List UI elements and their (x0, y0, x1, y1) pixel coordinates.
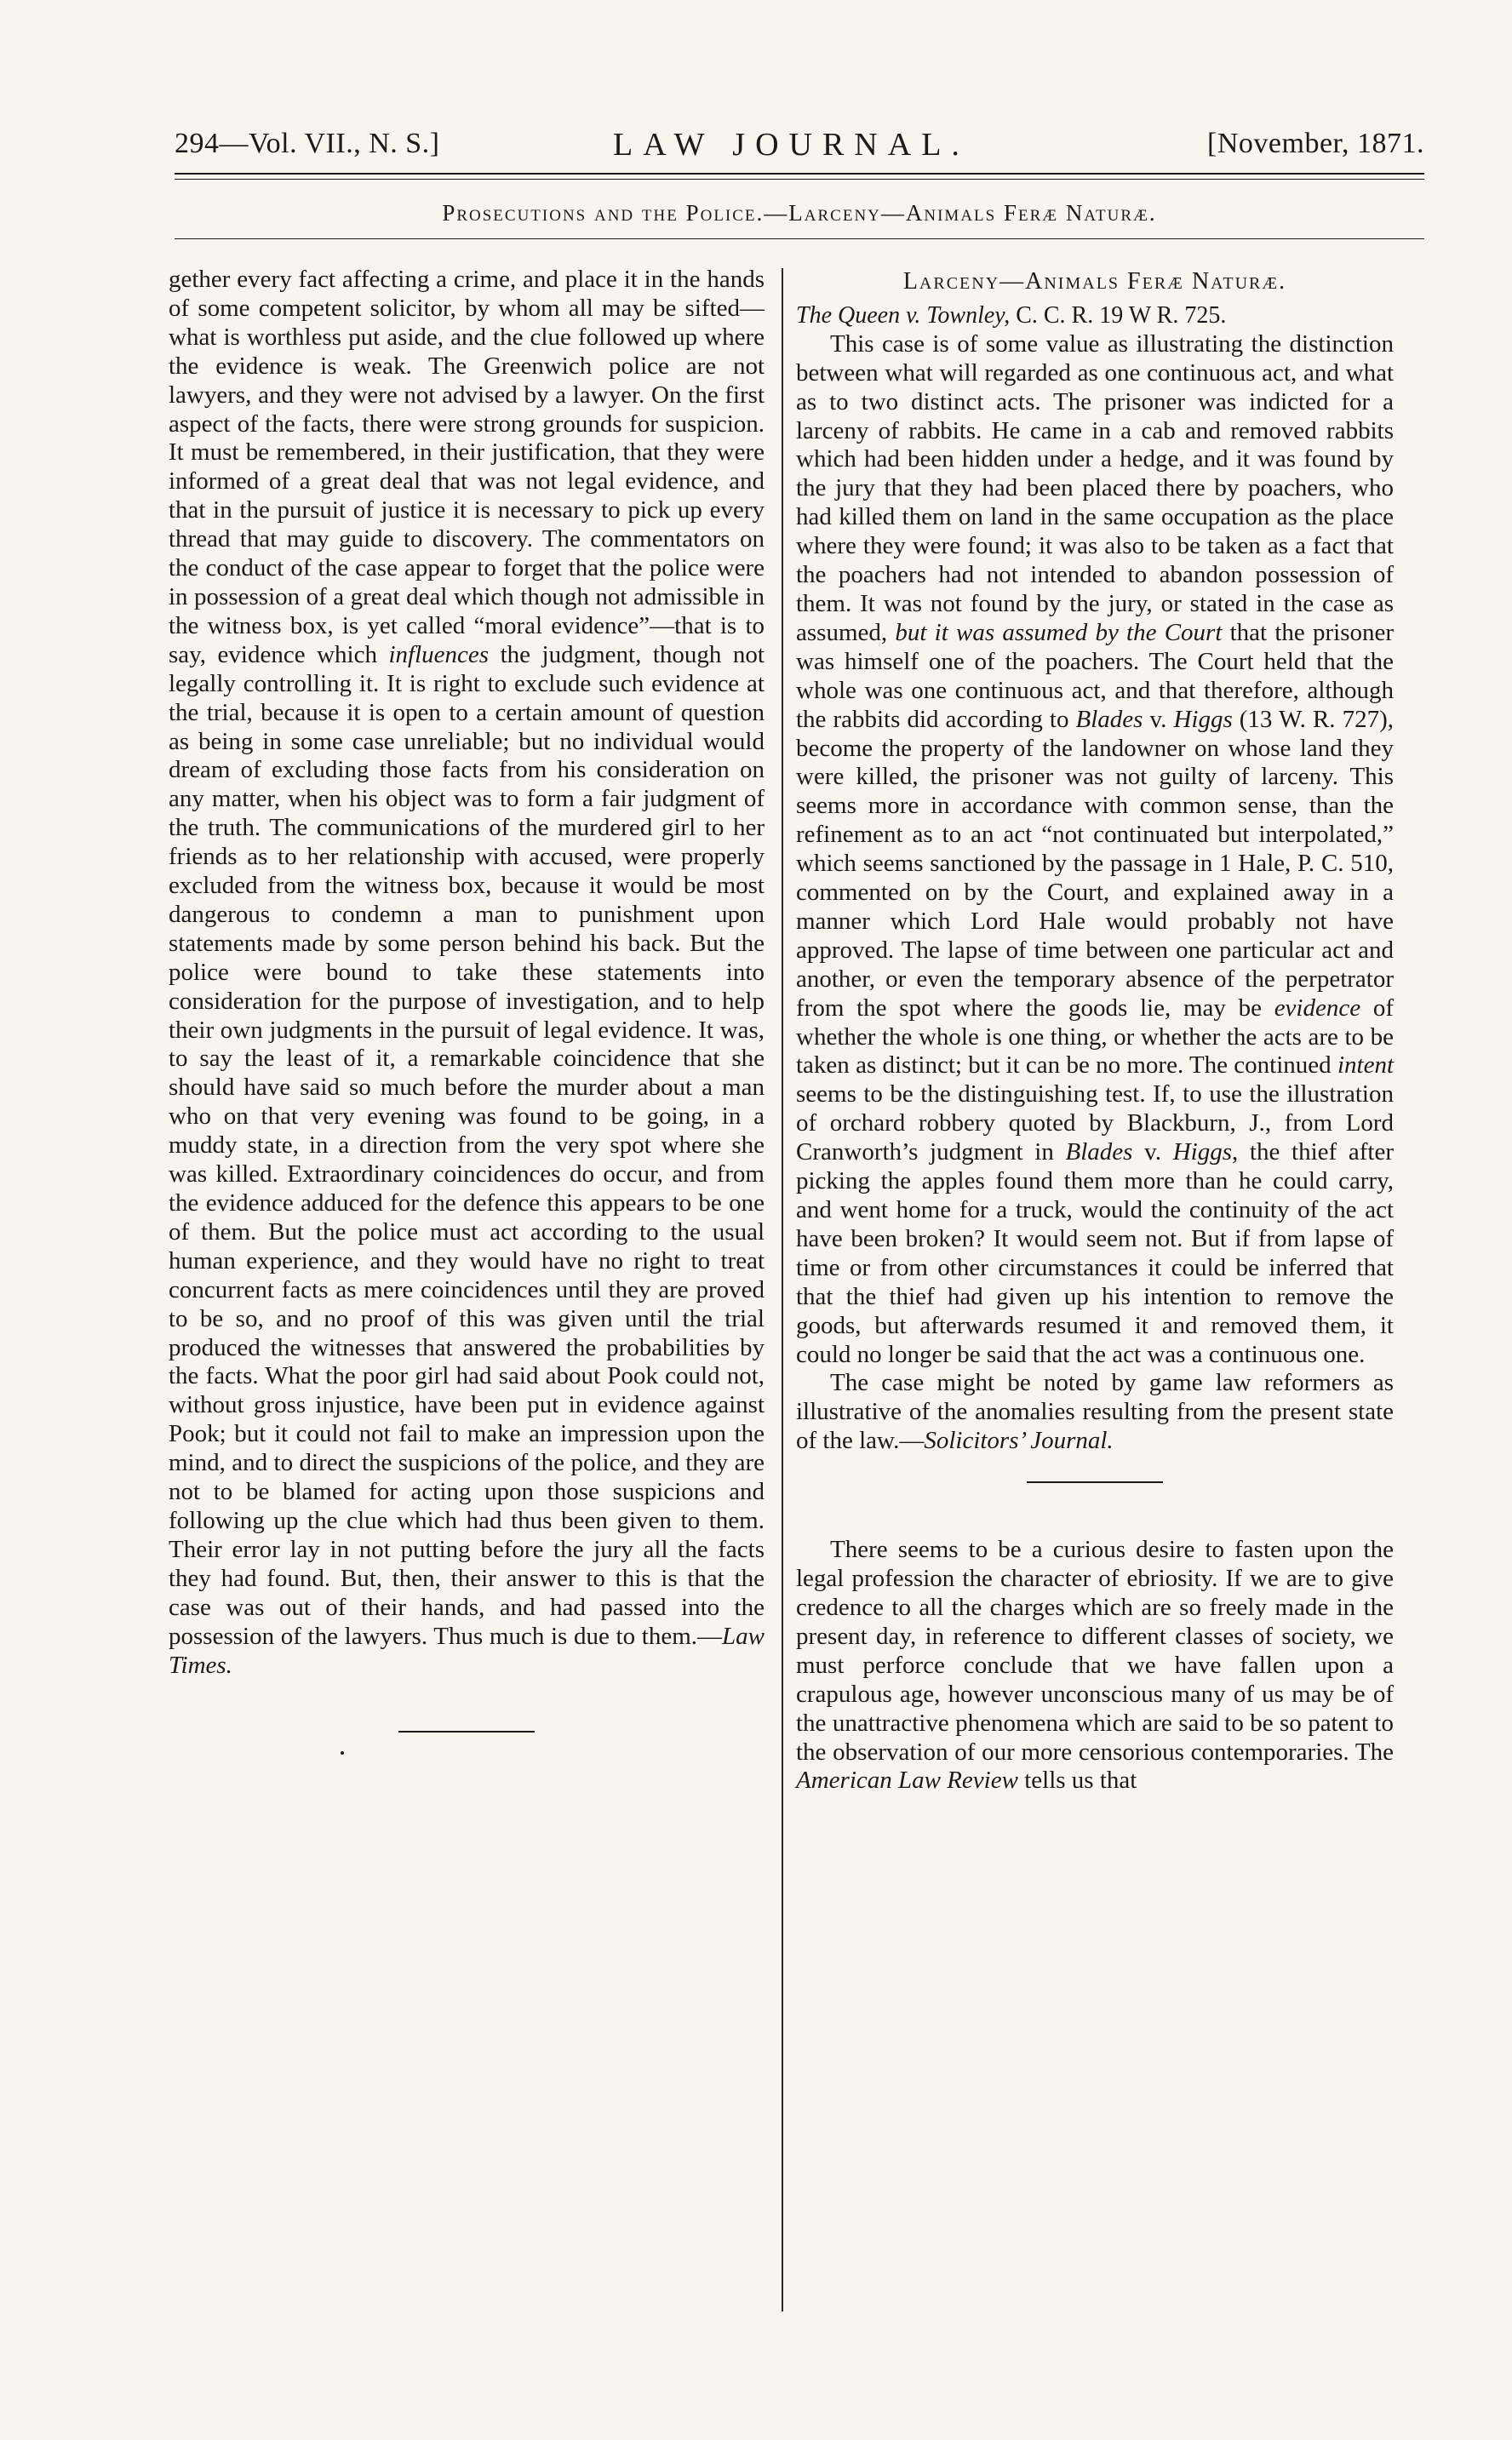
section-title: Prosecutions and the Police.—Larceny—Animals Feræ Naturæ. (442, 200, 1157, 226)
column-divider (782, 268, 783, 2311)
left-column (169, 266, 765, 1755)
issue-date: [November, 1871. (1207, 128, 1424, 159)
source-attribution: Solicitors’ Journal. (924, 1427, 1114, 1455)
right-column (796, 266, 1394, 1796)
volume-label: 294—Vol. VII., N. S.] (175, 128, 440, 159)
case-citation: The Queen v. Townley, C. C. R. 19 W R. 725. (796, 301, 1227, 329)
source-attribution: Law Times. (169, 1622, 765, 1679)
left-paragraph: gether every fact affecting a crime, and place it in the hands of some competent solicitor, by whom all may be sifted—what is worthless put aside, and the clue followed up where the evidence is weak. The Greenwich police are not lawyers, and they were not advised by a lawyer. On the first aspect of the facts, there were strong grounds for suspicion. It must be remembered, in their justification, that they were informed of a great deal that was not legal evidence, and that in the pursuit of justice it is necessary to pick up every thread that may guide to discovery. The commentators on the conduct of the case appear to forget that the police were in possession of a great deal which though not admissible in the witness box, is yet called “moral evidence”—that is to say, evidence which influences the judgment, though not legally controlling it. It is right to exclude such evidence at the trial, because it is open to a certain amount of question as being in some case unreliable; but no individual would dream of excluding those facts from his consideration on any matter, when his object was to form a fair judgment of the truth. The communications of the murdered girl to her friends as to her relationship with accused, were properly excluded from the witness box, because it would be most dangerous to condemn a man to punishment upon statements made by some person behind his back. But the police were bound to take these statements into consideration for the purpose of investigation, and to help their own judgments in the pursuit of legal evidence. It was, to say the least of it, a remarkable coincidence that she should have said so much before the murder about a man who on that very evening was found to be going, in a muddy state, in a direction from the very spot where she was killed. Extraordinary coincidences do occur, and from the evidence adduced for the defence this appears to be one of them. But the police must act according to the usual human experience, and they would have no right to treat concurrent facts as mere coincidences until they are proved to be so, and no proof of this was given until the trial produced the witnesses that answered the probabilities by the facts. What the poor girl had said about Pook could not, without gross injustice, have been put in evidence against Pook; but it could not fail to make an impression upon the mind, and to direct the suspicions of the police, and they are not to be blamed for acting upon those suspicions and following up the clue which had thus been given to them. Their error lay in not putting before the jury all the facts they had found. But, then, their answer to this is that the case was out of their hands, and had passed into the possession of the lawyers. Thus much is due to them.—Law Times. (169, 266, 765, 1679)
next-article-paragraph: There seems to be a curious desire to fasten upon the legal profession the character of ebriosity. If we are to give credence to all the charges which are so freely made in the present day, in reference to different classes of society, we must perforce conclude that we have fallen upon a crapulous age, however unconscious many of us may be of the unattractive phenomena which are said to be so patent to the observation of our more censorious contemporaries. The American Law Review tells us that (796, 1536, 1394, 1795)
header-rule-thin (175, 179, 1424, 180)
article-paragraph-closing: The case might be noted by game law reformers as illustrative of the anomalies resulting from the present state of the law.—Solicitors’ Journal. (796, 1369, 1394, 1455)
printer-dot (341, 1751, 344, 1755)
article-end-rule (398, 1731, 535, 1733)
running-head (175, 128, 1424, 170)
header-rule-thick (175, 173, 1424, 175)
article-end-rule (1027, 1481, 1163, 1483)
section-rule (175, 238, 1424, 239)
article-title: Larceny—Animals Feræ Naturæ. (902, 268, 1287, 295)
journal-title: LAW JOURNAL. (613, 127, 970, 163)
article-paragraph: This case is of some value as illustrating the distinction between what will regarded as one continuous act, and what as to two distinct acts. The prisoner was indicted for a larceny of rabbits. He came in a cab and removed rabbits which had been hidden under a hedge, and it was found by the jury that they had been placed there by poachers, who had killed them on land in the same occupation as the place where they were found; it was also to be taken as a fact that the poachers had not intended to abandon possession of them. It was not found by the jury, or stated in the case as assumed, but it was assumed by the Court that the prisoner was himself one of the poachers. The Court held that the whole was one continuous act, and that therefore, although the rabbits did according to Blades v. Higgs (13 W. R. 727), become the property of the landowner on whose land they were killed, the prisoner was not guilty of larceny. This seems more in accordance with common sense, than the refinement as to an act “not continuated but interpolated,” which seems sanctioned by the passage in 1 Hale, P. C. 510, commented on by the Court, and explained away in a manner which Lord Hale would probably not have approved. The lapse of time between one particular act and another, or even the temporary absence of the perpetrator from the spot where the goods lie, may be evidence of whether the whole is one thing, or whether the acts are to be taken as distinct; but it can be no more. The continued intent seems to be the distinguishing test. If, to use the illustration of orchard robbery quoted by Blackburn, J., from Lord Cranworth’s judgment in Blades v. Higgs, the thief after picking the apples found them more than he could carry, and went home for a truck, would the continuity of the act have been broken? It would seem not. But if from lapse of time or from other circumstances it could be inferred that that the thief had given up his intention to remove the goods, but afterwards resumed it and removed them, it could no longer be said that the act was a continuous one. (796, 329, 1395, 1368)
